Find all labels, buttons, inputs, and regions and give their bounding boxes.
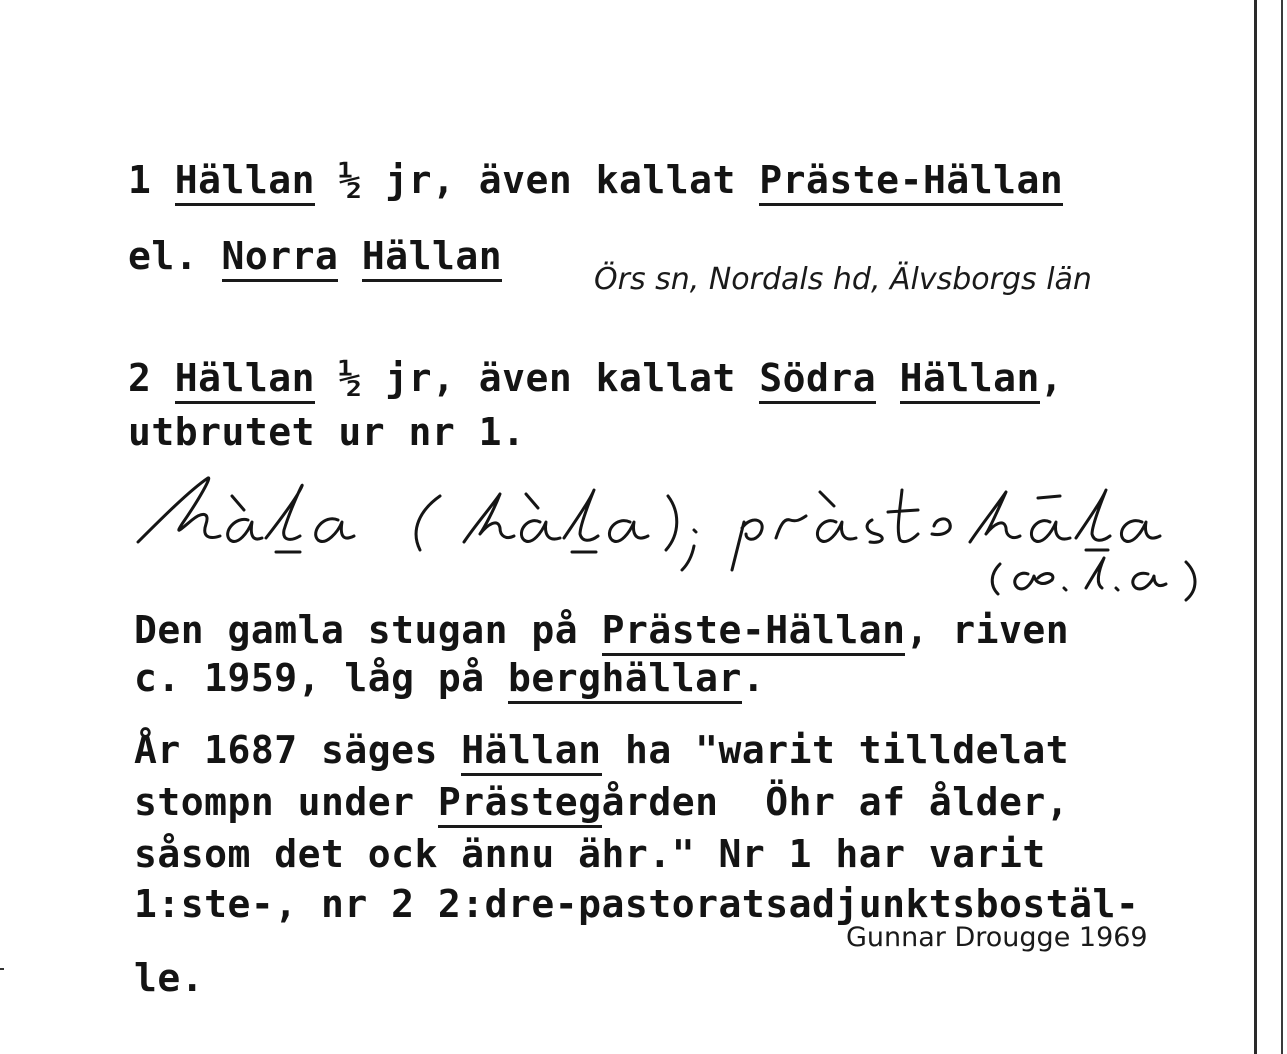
text-run: År 1687 säges: [134, 728, 462, 772]
text-run: c. 1959, låg på: [134, 656, 509, 700]
entry-1-line-1: [128, 158, 1063, 202]
size-text: ½ jr,: [338, 356, 456, 400]
place-name: Hällan: [175, 356, 315, 404]
text-run: ården Öhr af ålder,: [601, 780, 1070, 824]
alternate-name-part: Hällan: [900, 356, 1040, 404]
para-2-line-1: [134, 728, 1069, 772]
entry-number: 2: [128, 356, 152, 400]
para-2-line-3: såsom det ock ännu ähr." Nr 1 har varit: [134, 832, 1046, 876]
card-edge-line: [1281, 0, 1283, 1054]
or-text: el.: [128, 234, 199, 278]
place-reference: Hällan: [461, 728, 601, 776]
size-text: ½ jr,: [338, 158, 456, 202]
para-1-line-2: [134, 656, 765, 700]
place-name: Hällan: [175, 158, 315, 206]
also-called-text: även kallat: [478, 356, 736, 400]
entry-1-line-2: [128, 234, 502, 278]
text-run: Den gamla stugan på: [134, 608, 602, 652]
text-run: stompn under: [134, 780, 438, 824]
alternate-name-part: Norra: [222, 234, 339, 282]
location-stamp: Örs sn, Nordals hd, Älvsborgs län: [594, 262, 1092, 297]
alternate-name: Präste-Hällan: [759, 158, 1063, 206]
place-reference: Prästeg: [438, 780, 602, 828]
para-2-line-4: 1:ste-, nr 2 2:dre-pastoratsadjunktsbostäl-: [134, 882, 1140, 926]
alternate-name-part: Södra: [759, 356, 876, 404]
para-2-line-2: [134, 780, 1069, 824]
para-1-line-1: [134, 608, 1069, 652]
signature: Gunnar Drougge 1969: [846, 922, 1148, 953]
text-run: ha "warit tilldelat: [601, 728, 1070, 772]
also-called-text: även kallat: [478, 158, 736, 202]
para-2-line-5: le.: [134, 956, 205, 1000]
entry-2-line-1: [128, 356, 1063, 400]
place-reference: berghällar: [508, 656, 742, 704]
entry-2-line-2: utbrutet ur nr 1.: [128, 410, 526, 454]
punctuation: ,: [1039, 356, 1064, 400]
entry-number: 1: [128, 158, 152, 202]
handwritten-pronunciation: [120, 450, 1260, 610]
text-run: .: [741, 656, 766, 700]
alternate-name-part: Hällan: [362, 234, 502, 282]
place-reference: Präste-Hällan: [602, 608, 906, 656]
text-run: , riven: [905, 608, 1070, 652]
scan-speck: [0, 968, 4, 970]
